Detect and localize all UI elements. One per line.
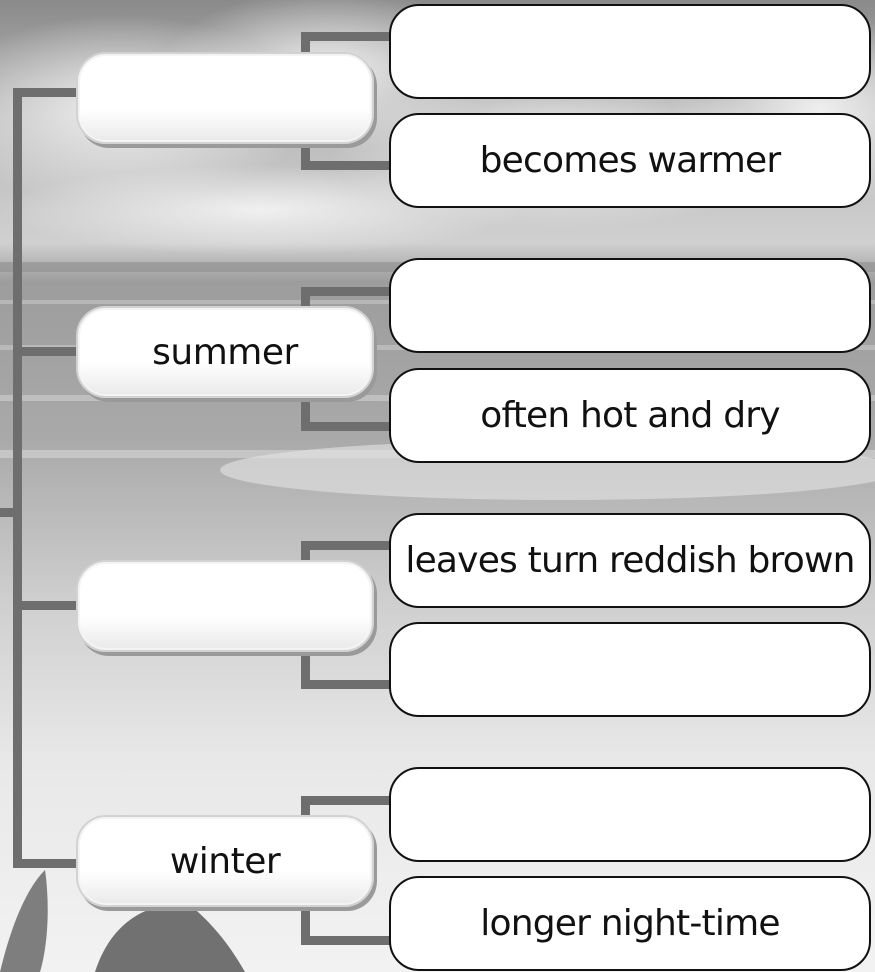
spine-bracket	[0, 508, 16, 517]
season-box[interactable]	[76, 52, 374, 144]
connector-top	[301, 796, 393, 805]
tree-spine	[13, 88, 22, 868]
description-box[interactable]	[389, 258, 871, 353]
description-box[interactable]	[389, 4, 871, 99]
connector-bottom	[301, 936, 393, 945]
season-box[interactable]: summer	[76, 306, 374, 398]
season-box[interactable]	[76, 560, 374, 652]
connector-bottom	[301, 422, 393, 431]
spine-branch	[13, 347, 79, 356]
description-box[interactable]: leaves turn reddish brown	[389, 513, 871, 608]
description-box[interactable]: becomes warmer	[389, 113, 871, 208]
connector-top	[301, 32, 393, 41]
connector-top	[301, 287, 393, 296]
season-box[interactable]: winter	[76, 815, 374, 907]
spine-branch	[13, 859, 79, 868]
spine-branch	[13, 88, 79, 97]
connector-bottom	[301, 161, 393, 170]
description-box[interactable]	[389, 622, 871, 717]
connector-top	[301, 541, 393, 550]
description-box[interactable]: often hot and dry	[389, 368, 871, 463]
spine-branch	[13, 601, 79, 610]
connector-bottom	[301, 680, 393, 689]
description-box[interactable]: longer night-time	[389, 876, 871, 971]
description-box[interactable]	[389, 767, 871, 862]
